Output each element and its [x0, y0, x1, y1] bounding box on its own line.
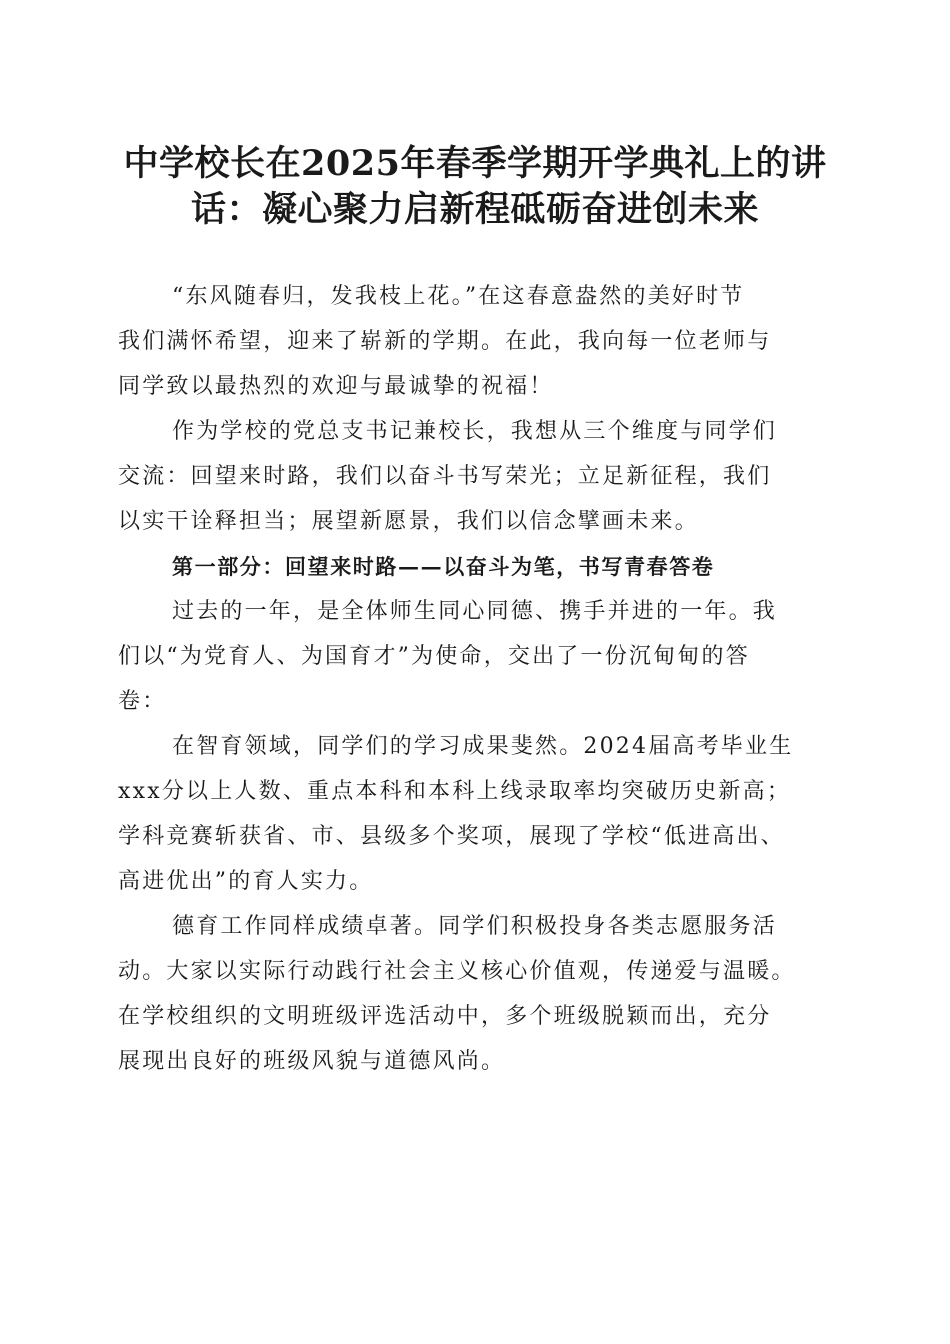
- paragraph-line: 们以“为党育人、为国育才”为使命，交出了一份沉甸甸的答: [118, 644, 750, 669]
- paragraph-line: “东风随春归，发我枝上花。”在这春意盎然的美好时节: [172, 284, 745, 309]
- document-title-line-2: 话：凝心聚力启新程砥砺奋进创未来: [190, 189, 759, 230]
- paragraph-line: 过去的一年，是全体师生同心同德、携手并进的一年。我: [172, 599, 778, 624]
- paragraph-line: 交流：回望来时路，我们以奋斗书写荣光；立足新征程，我们: [118, 464, 772, 489]
- document-body: [118, 274, 838, 1084]
- paragraph-line: 作为学校的党总支书记兼校长，我想从三个维度与同学们: [172, 419, 778, 444]
- paragraph-1: [118, 274, 838, 409]
- paragraph-line: 在智育领域，同学们的学习成果斐然。2024届高考毕业生: [172, 734, 794, 759]
- paragraph-line: 动。大家以实际行动践行社会主义核心价值观，传递爱与温暖。: [118, 959, 796, 984]
- paragraph-line: 我们满怀希望，迎来了崭新的学期。在此，我向每一位老师与: [118, 329, 772, 354]
- paragraph-line: 高进优出”的育人实力。: [118, 869, 374, 894]
- paragraph-line: 同学致以最热烈的欢迎与最诚挚的祝福！: [118, 374, 554, 399]
- paragraph-line: xxx分以上人数、重点本科和本科上线录取率均突破历史新高；: [118, 779, 792, 804]
- paragraph-5: [118, 904, 838, 1084]
- paragraph-line: 学科竞赛斩获省、市、县级多个奖项，展现了学校“低进高出、: [118, 824, 785, 849]
- paragraph-line: 展现出良好的班级风貌与道德风尚。: [118, 1049, 506, 1074]
- paragraph-2: [118, 409, 838, 544]
- document-title-line-1: 中学校长在2025年春季学期开学典礼上的讲: [123, 143, 827, 184]
- paragraph-line: 卷：: [118, 689, 167, 714]
- paragraph-line: 德育工作同样成绩卓著。同学们积极投身各类志愿服务活: [172, 914, 778, 939]
- paragraph-line: 以实干诠释担当；展望新愿景，我们以信念擘画未来。: [118, 509, 699, 534]
- paragraph-3: [118, 589, 838, 724]
- paragraph-line: 在学校组织的文明班级评选活动中，多个班级脱颖而出，充分: [118, 1004, 772, 1029]
- section-heading: 第一部分：回望来时路——以奋斗为笔，书写青春答卷: [172, 554, 715, 579]
- paragraph-4: [118, 724, 838, 904]
